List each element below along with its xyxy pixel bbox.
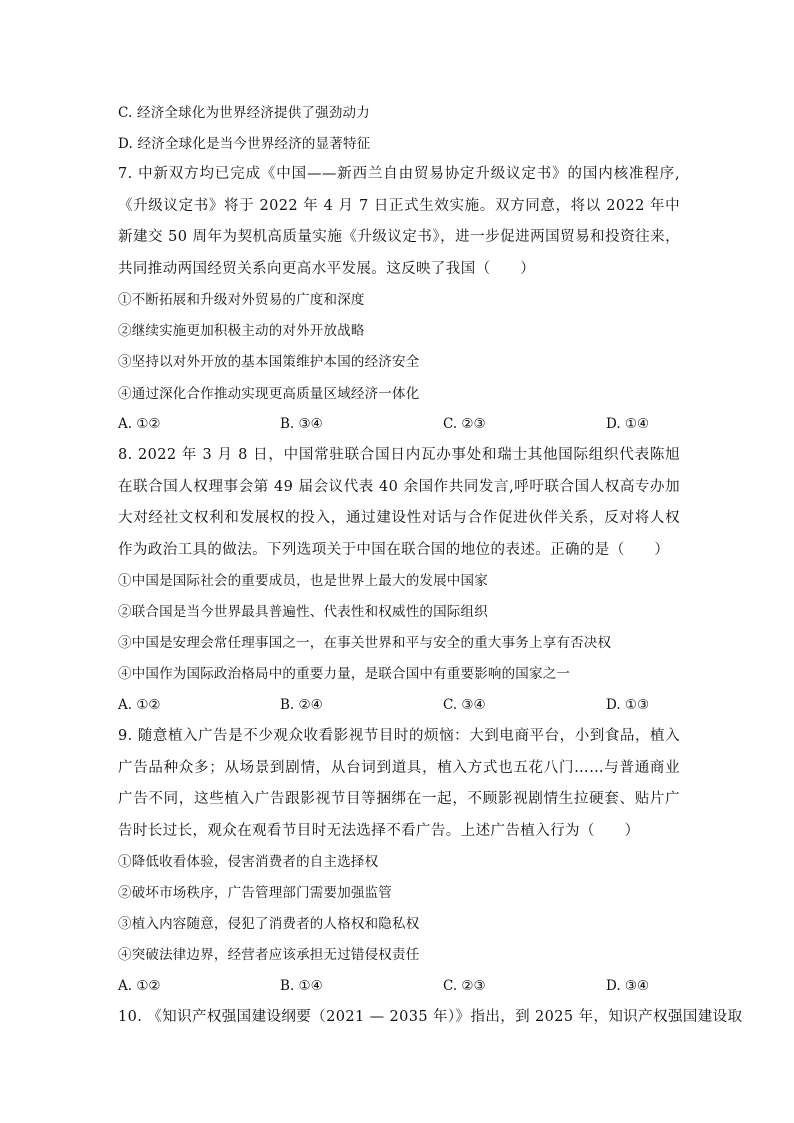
question-7-item-4: ④通过深化合作推动实现更高质量区域经济一体化 bbox=[118, 386, 420, 402]
question-8-stem: 8. 2022 年 3 月 8 日，中国常驻联合国日内瓦办事处和瑞士其他国际组织代表陈旭在联合国人权理事会第 49 届会议代表 40 余国作共同发言,呼吁联合国人权高专办加大对经社文权利和发展权的投入，通过建设性对话与合作促进伙伴关系，反对将人权作为政治工具的做法。下列选项关于中国在联合国的地位的表述。正确的是（ ） bbox=[118, 447, 680, 558]
question-10-stem: 10. 《知识产权强国建设纲要（2021 — 2035 年）》指出，到 2025 年，知识产权强国建设取 bbox=[118, 1009, 743, 1025]
option-c: C. ②③ bbox=[443, 416, 486, 432]
question-9-item-2: ②破坏市场秩序，广告管理部门需要加强监管 bbox=[118, 885, 392, 901]
question-8-item-1: ①中国是国际社会的重要成员，也是世界上最大的发展中国家 bbox=[118, 573, 488, 589]
option-a: A. ①② bbox=[118, 416, 161, 432]
question-7-item-1: ①不断拓展和升级对外贸易的广度和深度 bbox=[118, 292, 365, 308]
option-d: D. ①④ bbox=[606, 416, 650, 432]
option-b: B. ③④ bbox=[280, 416, 323, 432]
question-7-item-3: ③坚持以对外开放的基本国策维护本国的经济安全 bbox=[118, 354, 420, 370]
question-8-item-2: ②联合国是当今世界最具普遍性、代表性和权威性的国际组织 bbox=[118, 604, 488, 620]
prev-option-c: C. 经济全球化为世界经济提供了强劲动力 bbox=[118, 105, 370, 121]
question-9-item-1: ①降低收看体验，侵害消费者的自主选择权 bbox=[118, 854, 379, 870]
option-d: D. ①③ bbox=[606, 697, 650, 713]
option-d: D. ③④ bbox=[606, 978, 650, 994]
question-7-stem: 7. 中新双方均已完成《中国——新西兰自由贸易协定升级议定书》的国内核准程序,《升级议定书》将于 2022 年 4 月 7 日正式生效实施。双方同意，将以 2022 年中新建交 50 周年为契机高质量实施《升级议定书》，进一步促进两国贸易和投资往来，共同推动两国经贸关系向更高水平发展。这反映了我国（ ） bbox=[118, 166, 680, 277]
question-9-options bbox=[118, 978, 678, 996]
question-8-item-3: ③中国是安理会常任理事国之一，在事关世界和平与安全的重大事务上享有否决权 bbox=[118, 635, 612, 651]
option-c: C. ③④ bbox=[443, 697, 486, 713]
prev-option-d: D. 经济全球化是当今世界经济的显著特征 bbox=[118, 136, 371, 152]
option-a: A. ①② bbox=[118, 697, 161, 713]
question-9-item-4: ④突破法律边界，经营者应该承担无过错侵权责任 bbox=[118, 947, 420, 963]
option-a: A. ①② bbox=[118, 978, 161, 994]
question-8-item-4: ④中国作为国际政治格局中的重要力量，是联合国中有重要影响的国家之一 bbox=[118, 666, 571, 682]
option-c: C. ②③ bbox=[443, 978, 486, 994]
question-9-stem: 9. 随意植入广告是不少观众收看影视节目时的烦恼：大到电商平台，小到食品，植入广告品种众多；从场景到剧情，从台词到道具，植入方式也五花八门……与普通商业广告不同，这些植入广告跟影视节目等捆绑在一起，不顾影视剧情生拉硬套、贴片广告时长过长，观众在观看节目时无法选择不看广告。上述广告植入行为（ ） bbox=[118, 728, 680, 839]
question-7-options bbox=[118, 416, 678, 434]
option-b: B. ①④ bbox=[280, 978, 323, 994]
question-8-options bbox=[118, 697, 678, 715]
option-b: B. ②④ bbox=[280, 697, 323, 713]
question-9-item-3: ③植入内容随意，侵犯了消费者的人格权和隐私权 bbox=[118, 916, 420, 932]
question-7-item-2: ②继续实施更加积极主动的对外开放战略 bbox=[118, 323, 365, 339]
